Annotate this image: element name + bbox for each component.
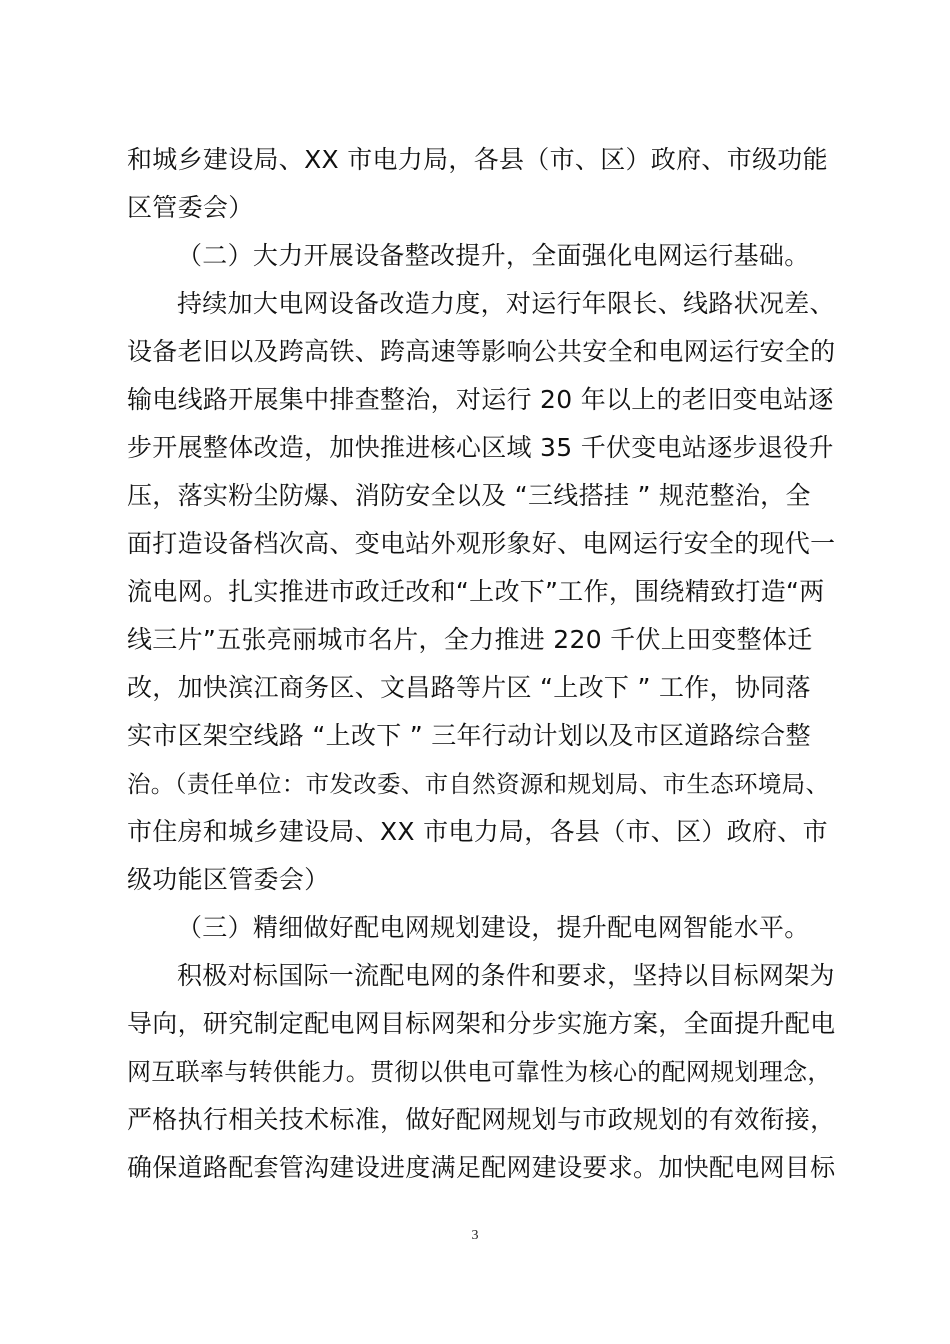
page-number: 3 xyxy=(471,1228,479,1243)
text-line: 确保道路配套管沟建设进度满足配网建设要求。加快配电网目标 xyxy=(127,1153,836,1182)
text-line: 区管委会） xyxy=(127,193,254,222)
text-line: 实市区架空线路 “上改下 ” 三年行动计划以及市区道路综合整 xyxy=(127,721,811,750)
body-text xyxy=(127,136,843,1192)
section-heading: （二）大力开展设备整改提升，全面强化电网运行基础。 xyxy=(177,241,810,270)
text-line: 级功能区管委会） xyxy=(127,865,330,894)
text-line: 市住房和城乡建设局、XX 市电力局，各县（市、区）政府、市 xyxy=(127,817,828,846)
text-line: 流电网。扎实推进市政迁改和“上改下”工作，围绕精致打造“两 xyxy=(127,577,825,606)
text-line: 持续加大电网设备改造力度，对运行年限长、线路状况差、 xyxy=(177,289,835,318)
text-line: 面打造设备档次高、变电站外观形象好、电网运行安全的现代一 xyxy=(127,529,836,558)
text-line: 输电线路开展集中排查整治，对运行 20 年以上的老旧变电站逐 xyxy=(127,385,834,414)
text-line: 步开展整体改造，加快推进核心区域 35 千伏变电站逐步退役升 xyxy=(127,433,834,462)
text-line: 和城乡建设局、XX 市电力局，各县（市、区）政府、市级功能 xyxy=(127,145,828,174)
text-line: 压，落实粉尘防爆、消防安全以及 “三线搭挂 ” 规范整治，全 xyxy=(127,481,811,510)
text-line: 线三片”五张亮丽城市名片，全力推进 220 千伏上田变整体迁 xyxy=(127,625,813,654)
text-line: 积极对标国际一流配电网的条件和要求，坚持以目标网架为 xyxy=(177,961,835,990)
text-line: 治。（责任单位：市发改委、市自然资源和规划局、市生态环境局、 xyxy=(127,770,830,798)
section-heading: （三）精细做好配电网规划建设，提升配电网智能水平。 xyxy=(177,913,810,942)
text-line: 网互联率与转供能力。贯彻以供电可靠性为核心的配网规划理念， xyxy=(127,1058,832,1086)
text-line: 导向，研究制定配电网目标网架和分步实施方案，全面提升配电 xyxy=(127,1009,836,1038)
text-line: 严格执行相关技术标准，做好配网规划与市政规划的有效衔接， xyxy=(127,1105,836,1134)
text-line: 改，加快滨江商务区、文昌路等片区 “上改下 ” 工作，协同落 xyxy=(127,673,811,702)
text-line: 设备老旧以及跨高铁、跨高速等影响公共安全和电网运行安全的 xyxy=(127,337,836,366)
